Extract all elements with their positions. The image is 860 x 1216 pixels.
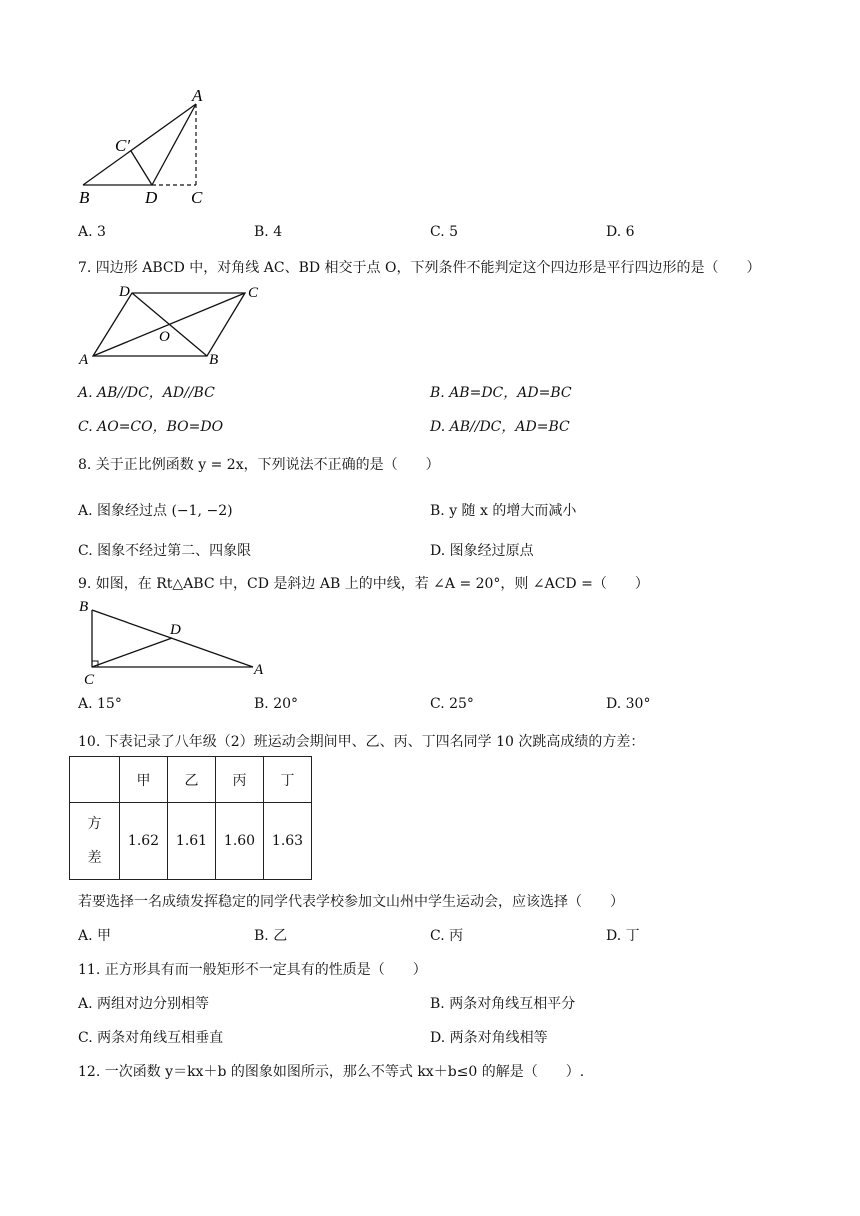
q8-option-b: B. y 随 x 的增大而减小: [430, 503, 577, 519]
q11-option-b: B. 两条对角线互相平分: [430, 996, 576, 1012]
fig6-label-C: C: [191, 188, 203, 207]
q10-option-d: D. 丁: [606, 928, 640, 944]
q10-option-b: B. 乙: [254, 928, 288, 944]
q9-option-b: B. 20°: [254, 696, 299, 712]
q7-question: 7. 四边形 ABCD 中，对角线 AC、BD 相交于点 O，下列条件不能判定这个四边形是平行四边形的是（ ）: [78, 260, 761, 276]
table-header-cell: 丁: [264, 757, 312, 803]
table-cell: 1.62: [120, 803, 168, 880]
q9-option-a: A. 15°: [78, 696, 122, 712]
fig7-label-O: O: [159, 329, 170, 345]
q9-question: 9. 如图，在 Rt△ABC 中，CD 是斜边 AB 上的中线，若 ∠A = 20°，则 ∠ACD =（ ）: [78, 576, 649, 592]
fig7-label-B: B: [209, 352, 219, 368]
fig6-segment-AD: [152, 104, 196, 185]
table-cell: 1.63: [264, 803, 312, 880]
q6-option-d: D. 6: [606, 224, 635, 240]
fig7-diagonal-BD: [132, 293, 207, 356]
q10-option-c: C. 丙: [430, 928, 464, 944]
q8-option-d: D. 图象经过原点: [430, 543, 534, 559]
fig6-segment-AB: [83, 104, 196, 185]
q6-option-b: B. 4: [254, 224, 283, 240]
table-header-cell: 乙: [168, 757, 216, 803]
q7-option-d: D. AB//DC，AD=BC: [430, 419, 570, 435]
row-label-char: 方: [87, 816, 102, 832]
table-header-row: [70, 757, 312, 803]
q7-figure: [75, 282, 275, 368]
fig9-label-D: D: [170, 622, 181, 638]
variance-table: [69, 756, 312, 880]
fig9-label-A: A: [254, 662, 264, 678]
q9-option-d: D. 30°: [606, 696, 651, 712]
q9-option-c: C. 25°: [430, 696, 474, 712]
table-header-cell: 丙: [216, 757, 264, 803]
q11-option-d: D. 两条对角线相等: [430, 1030, 548, 1046]
fig6-segment-CpD: [131, 151, 152, 185]
table-cell: 1.61: [168, 803, 216, 880]
fig6-label-Cprime: C′: [115, 136, 131, 155]
q11-option-c: C. 两条对角线互相垂直: [78, 1030, 224, 1046]
q10-question: 10. 下表记录了八年级（2）班运动会期间甲、乙、丙、丁四名同学 10 次跳高成绩的方差：: [78, 734, 645, 750]
fig6-label-B: B: [79, 188, 90, 207]
table-cell: 1.60: [216, 803, 264, 880]
table-corner-cell: [70, 757, 120, 803]
q10-option-a: A. 甲: [78, 928, 112, 944]
fig7-label-A: A: [79, 352, 89, 368]
row-label-char: 差: [87, 850, 102, 866]
q8-option-a: A. 图象经过点 (−1, −2): [78, 503, 233, 519]
fig9-label-C: C: [84, 672, 95, 688]
fig7-label-C: C: [248, 285, 259, 301]
q6-option-c: C. 5: [430, 224, 459, 240]
q10-followup: 若要选择一名成绩发挥稳定的同学代表学校参加文山州中学生运动会，应该选择（ ）: [78, 894, 624, 910]
table-row-label: [70, 803, 120, 880]
q7-option-c: C. AO=CO，BO=DO: [78, 419, 224, 435]
fig6-label-D: D: [145, 188, 158, 207]
q11-question: 11. 正方形具有而一般矩形不一定具有的性质是（ ）: [78, 962, 427, 978]
table-row: [70, 803, 312, 880]
q8-option-c: C. 图象不经过第二、四象限: [78, 543, 252, 559]
q9-figure: [75, 597, 275, 689]
fig9-label-B: B: [79, 599, 89, 615]
q7-option-a: A. AB//DC，AD//BC: [78, 385, 215, 401]
fig7-label-D: D: [119, 284, 130, 300]
q7-option-b: B. AB=DC，AD=BC: [430, 385, 572, 401]
table-header-cell: 甲: [120, 757, 168, 803]
q11-option-a: A. 两组对边分别相等: [78, 996, 210, 1012]
fig9-segment-CD: [92, 638, 172, 667]
fig6-label-A: A: [192, 86, 203, 105]
q6-figure: [70, 82, 220, 207]
q12-question: 12. 一次函数 y＝kx＋b 的图象如图所示，那么不等式 kx＋b≤0 的解是（ ）.: [78, 1064, 585, 1080]
q6-option-a: A. 3: [78, 224, 106, 240]
q8-question: 8. 关于正比例函数 y = 2x，下列说法不正确的是（ ）: [78, 457, 440, 473]
